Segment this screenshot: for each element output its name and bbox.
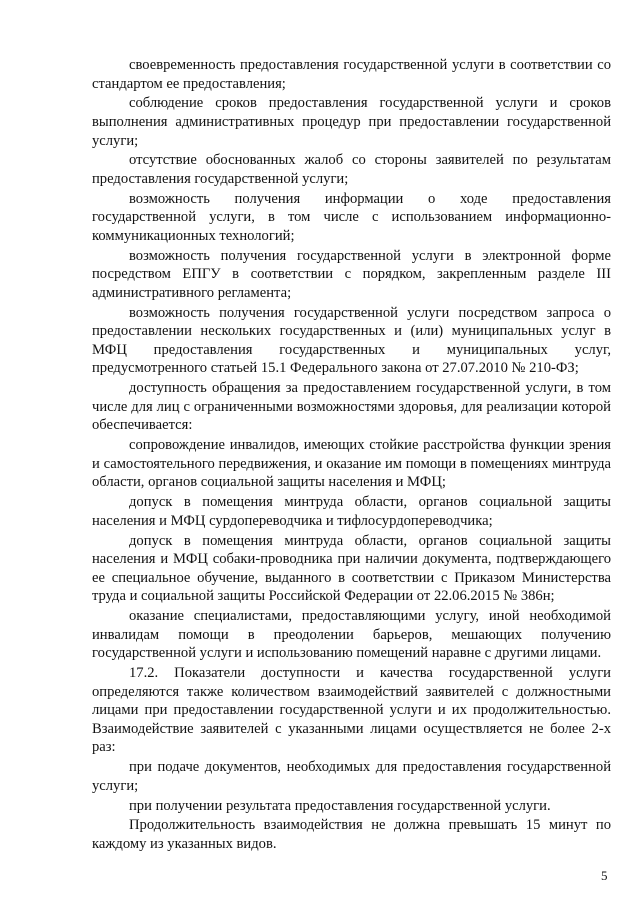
paragraph-accessibility: доступность обращения за предоставлением государственной услуги, в том числе для лиц с ограниченными возможностями здоровья, для реализации которой обеспечивается: (92, 380, 611, 434)
paragraph-timeliness: своевременность предоставления государственной услуги в соответствии со стандартом ее предоставления; (92, 57, 611, 92)
paragraph-deadlines: соблюдение сроков предоставления государственной услуги и сроков выполнения административных процедур при предоставлении государственной услуги; (92, 95, 611, 149)
paragraph-progress-info: возможность получения информации о ходе предоставления государственной услуги, в том числе с использованием информационно-коммуникационных технологий; (92, 190, 611, 244)
paragraph-duration: Продолжительность взаимодействия не должна превышать 15 минут по каждому из указанных видов. (92, 817, 611, 852)
document-body (92, 56, 611, 855)
paragraph-submission: при подаче документов, необходимых для предоставления государственной услуги; (92, 759, 611, 794)
paragraph-sign-language-admission: допуск в помещения минтруда области, органов социальной защиты населения и МФЦ сурдопереводчика и тифлосурдопереводчика; (92, 494, 611, 529)
paragraph-multiple-services-request: возможность получения государственной услуги посредством запроса о предоставлении нескольких государственных и (или) муниципальных услуг в МФЦ предоставления государственных и муниципальных услуг, предусмотренного статьей 15.1 Федерального закона от 27.07.2010 № 210-ФЗ; (92, 304, 611, 377)
paragraph-escort-disabled: сопровождение инвалидов, имеющих стойкие расстройства функции зрения и самостоятельного передвижения, и оказание им помощи в помещениях минтруда области, органов социальной защиты населения и МФЦ; (92, 437, 611, 491)
paragraph-specialist-assistance: оказание специалистами, предоставляющими услугу, иной необходимой инвалидам помощи в преодолении барьеров, мешающих получению государственной услуги и использованию помещений наравне с другими лицами. (92, 608, 611, 662)
paragraph-electronic-form: возможность получения государственной услуги в электронной форме посредством ЕПГУ в соответствии с порядком, закрепленным разделе III административного регламента; (92, 247, 611, 301)
page-number: 5 (601, 868, 608, 883)
paragraph-section-17-2: 17.2. Показатели доступности и качества государственной услуги определяются также количеством взаимодействий заявителей с должностными лицами при предоставлении государственной услуги и их продолжительностью. Взаимодействие заявителей с указанными лицами осуществляется не более 2-х раз: (92, 665, 611, 756)
paragraph-guide-dog-admission: допуск в помещения минтруда области, органов социальной защиты населения и МФЦ собаки-проводника при наличии документа, подтверждающего ее специальное обучение, выданного в соответствии с Приказом Министерства труда и социальной защиты Российской Федерации от 22.06.2015 № 386н; (92, 532, 611, 605)
paragraph-result-receipt: при получении результата предоставления государственной услуги. (129, 797, 551, 814)
paragraph-complaints: отсутствие обоснованных жалоб со стороны заявителей по результатам предоставления государственной услуги; (92, 152, 611, 187)
